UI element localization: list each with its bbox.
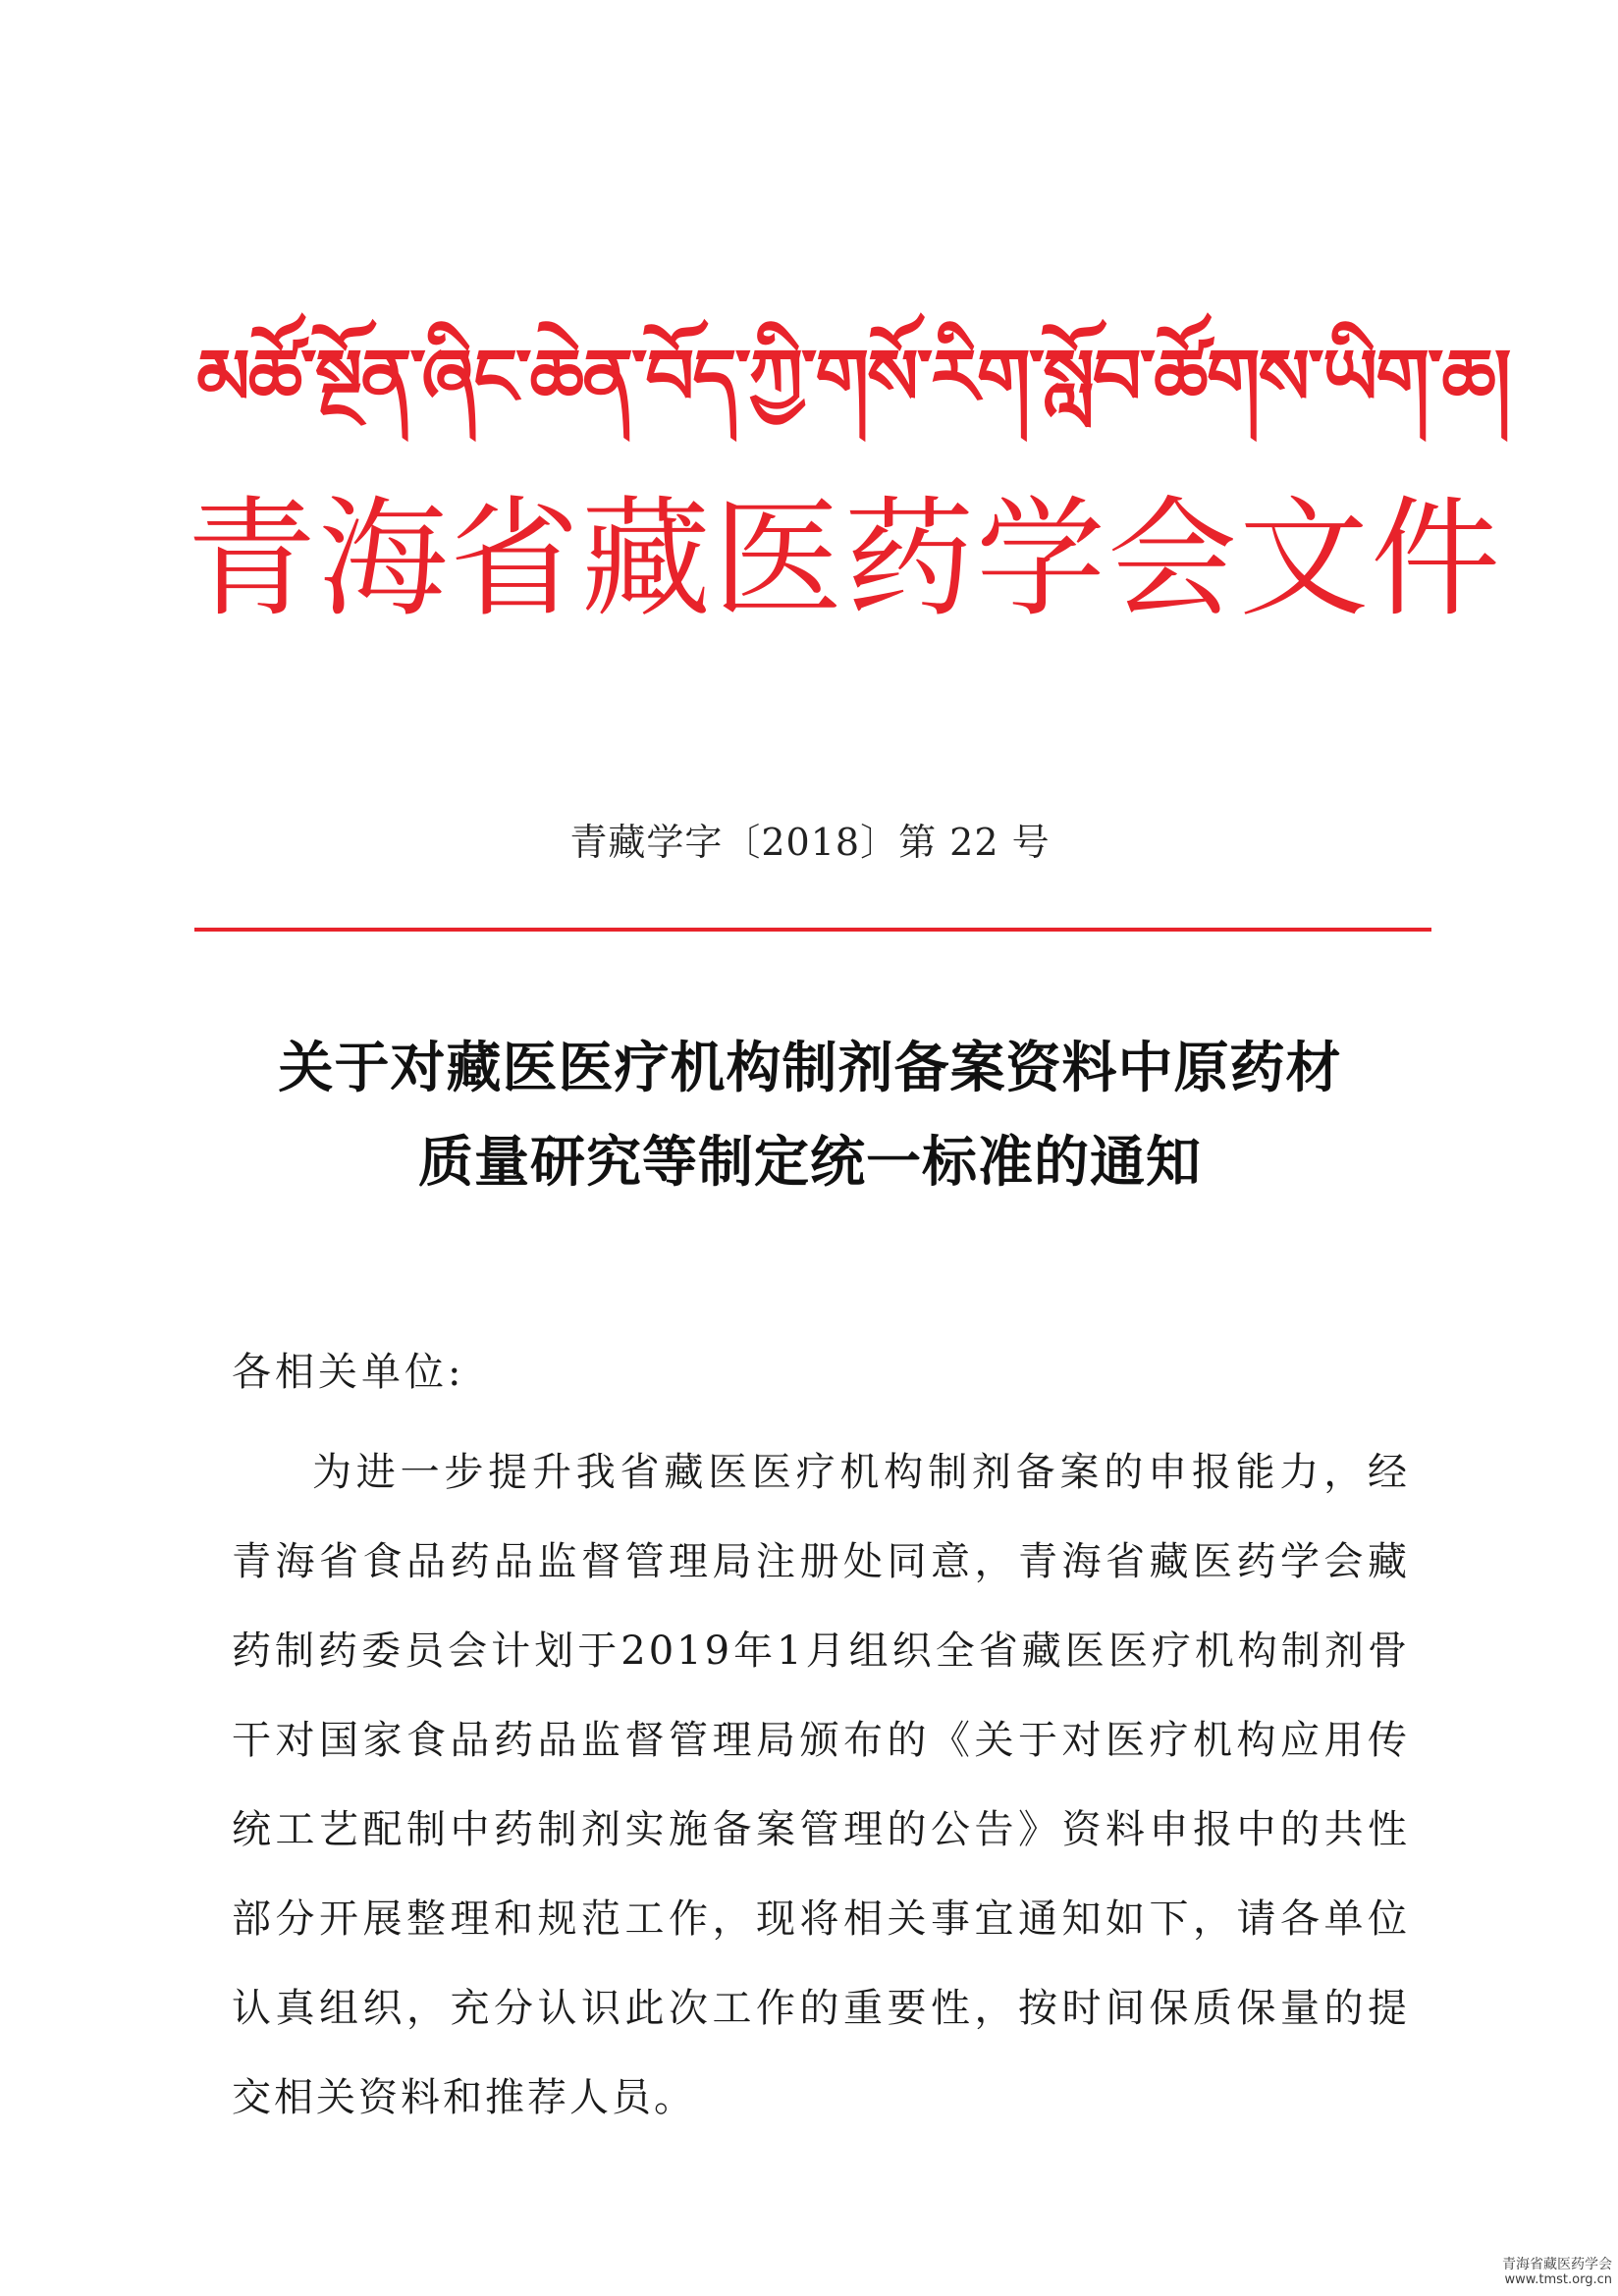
body-line: 药制药委员会计划于2019年1月组织全省藏医医疗机构制剂骨 <box>232 1629 1410 1674</box>
notice-title <box>196 1021 1424 1209</box>
notice-title-line-1: 关于对藏医医疗机构制剂备案资料中原药材 <box>278 1036 1342 1100</box>
body-line: 部分开展整理和规范工作，现将相关事宜通知如下，请各单位 <box>232 1896 1410 1942</box>
site-watermark <box>1502 2257 1612 2288</box>
watermark-name: 青海省藏医药学会 <box>1502 2257 1612 2272</box>
body-line: 交相关资料和推荐人员。 <box>232 2075 696 2120</box>
body-line: 统工艺配制中药制剂实施备案管理的公告》资料申报中的共性 <box>232 1807 1410 1852</box>
watermark-url: www.tmst.org.cn <box>1504 2272 1612 2287</box>
chinese-letterhead: 青海省藏医药学会文件 <box>187 484 1502 635</box>
tibetan-letterhead: མཚོ་སྔོན་ཞིང་ཆེན་བོད་ཀྱི་གསོ་རིག་སློབ་ཚོགས་ཡིག་ཆ། <box>196 334 1510 422</box>
body-line: 认真组织，充分认识此次工作的重要性，按时间保质保量的提 <box>232 1986 1410 2031</box>
body-line: 干对国家食品药品监督管理局颁布的《关于对医疗机构应用传 <box>232 1718 1410 1763</box>
body-line: 为进一步提升我省藏医医疗机构制剂备案的申报能力，经 <box>312 1450 1410 1495</box>
body-paragraph <box>232 1428 1410 2143</box>
red-divider-line <box>194 928 1431 932</box>
salutation: 各相关单位: <box>232 1350 465 1395</box>
body-line: 青海省食品药品监督管理局注册处同意，青海省藏医药学会藏 <box>232 1539 1410 1584</box>
notice-title-line-2: 质量研究等制定统一标准的通知 <box>418 1130 1202 1195</box>
document-number: 青藏学字〔2018〕第 22 号 <box>569 821 1051 864</box>
